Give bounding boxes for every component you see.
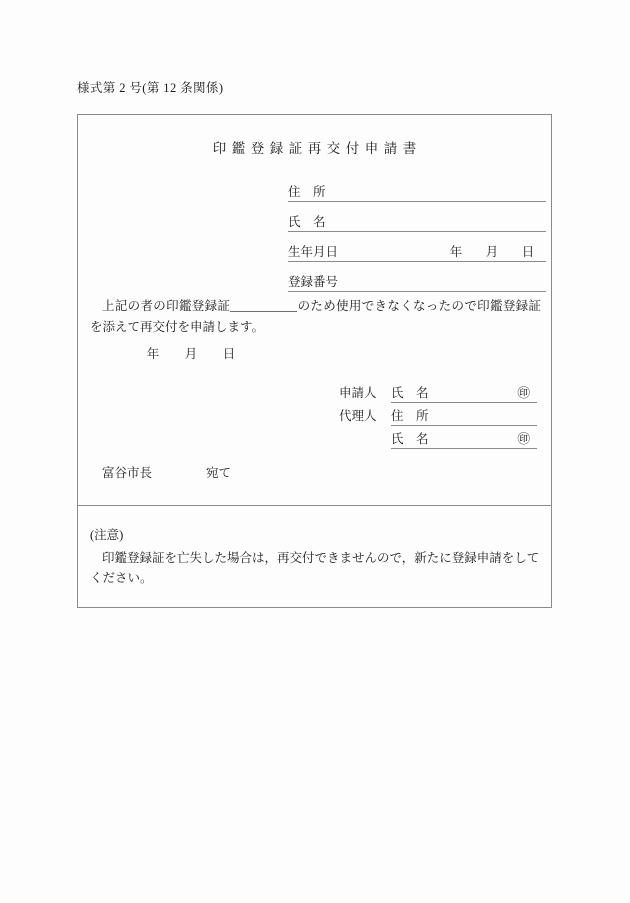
- declaration-text-before: 上記の者の印鑑登録証: [102, 299, 231, 313]
- notice-text: 印鑑登録証を亡失した場合は，再交付できませんので，新たに登録申請をしてください。: [90, 551, 540, 585]
- applicant-fields-group: [288, 172, 546, 292]
- declaration-text-after: のため使用できなくなったので印鑑登録証を添えて再交付を申請します。: [90, 299, 541, 334]
- form-main-section: [78, 115, 551, 506]
- application-date-month-mark: 月: [184, 347, 198, 361]
- birthdate-marks: [438, 246, 546, 262]
- declaration-reason-blank[interactable]: [230, 311, 297, 312]
- application-date-line[interactable]: [134, 344, 248, 362]
- declaration-paragraph: [90, 296, 541, 338]
- signature-field-agent-address[interactable]: [391, 410, 537, 427]
- signature-block: [339, 380, 537, 449]
- birthdate-month-mark: 月: [485, 244, 499, 259]
- addressee-line: [102, 463, 231, 481]
- signature-label-applicant-name: 氏 名: [391, 385, 429, 400]
- form-number-label: 様式第 2 号(第 12 条関係): [77, 81, 224, 95]
- field-label-name: 氏 名: [288, 214, 326, 229]
- signature-field-agent-name[interactable]: [391, 433, 537, 450]
- birthdate-day-mark: 日: [521, 244, 535, 259]
- field-row-name[interactable]: [288, 202, 546, 232]
- application-date-year-mark: 年: [146, 347, 160, 361]
- signature-role-agent: 代理人: [339, 408, 377, 423]
- field-row-address[interactable]: [288, 172, 546, 202]
- seal-icon: ㊞: [517, 431, 530, 446]
- notice-heading: (注意): [90, 528, 124, 542]
- signature-row-agent-address[interactable]: [339, 403, 537, 426]
- field-row-registration-number[interactable]: [288, 262, 546, 292]
- seal-icon: ㊞: [517, 385, 530, 400]
- signature-role-applicant: 申請人: [339, 385, 377, 400]
- birthdate-year-mark: 年: [449, 244, 463, 259]
- page-title: 印鑑登録証再交付申請書: [212, 141, 422, 156]
- field-row-birthdate[interactable]: [288, 232, 546, 262]
- signature-row-agent-name[interactable]: [339, 426, 537, 449]
- signature-role-agent-blank: [339, 445, 391, 449]
- notice-section: [78, 506, 551, 607]
- addressee-recipient: 富谷市長: [102, 466, 153, 480]
- signature-field-applicant-name[interactable]: [391, 387, 537, 404]
- field-label-address: 住 所: [288, 184, 326, 199]
- signature-label-agent-address: 住 所: [391, 408, 429, 423]
- addressee-suffix: 宛て: [206, 466, 232, 480]
- application-date-day-mark: 日: [222, 347, 236, 361]
- form-outer-box: [77, 114, 552, 608]
- signature-label-agent-name: 氏 名: [391, 431, 429, 446]
- field-label-registration-number: 登録番号: [288, 274, 339, 289]
- field-label-birthdate: 生年月日: [288, 244, 339, 259]
- signature-row-applicant-name[interactable]: [339, 380, 537, 403]
